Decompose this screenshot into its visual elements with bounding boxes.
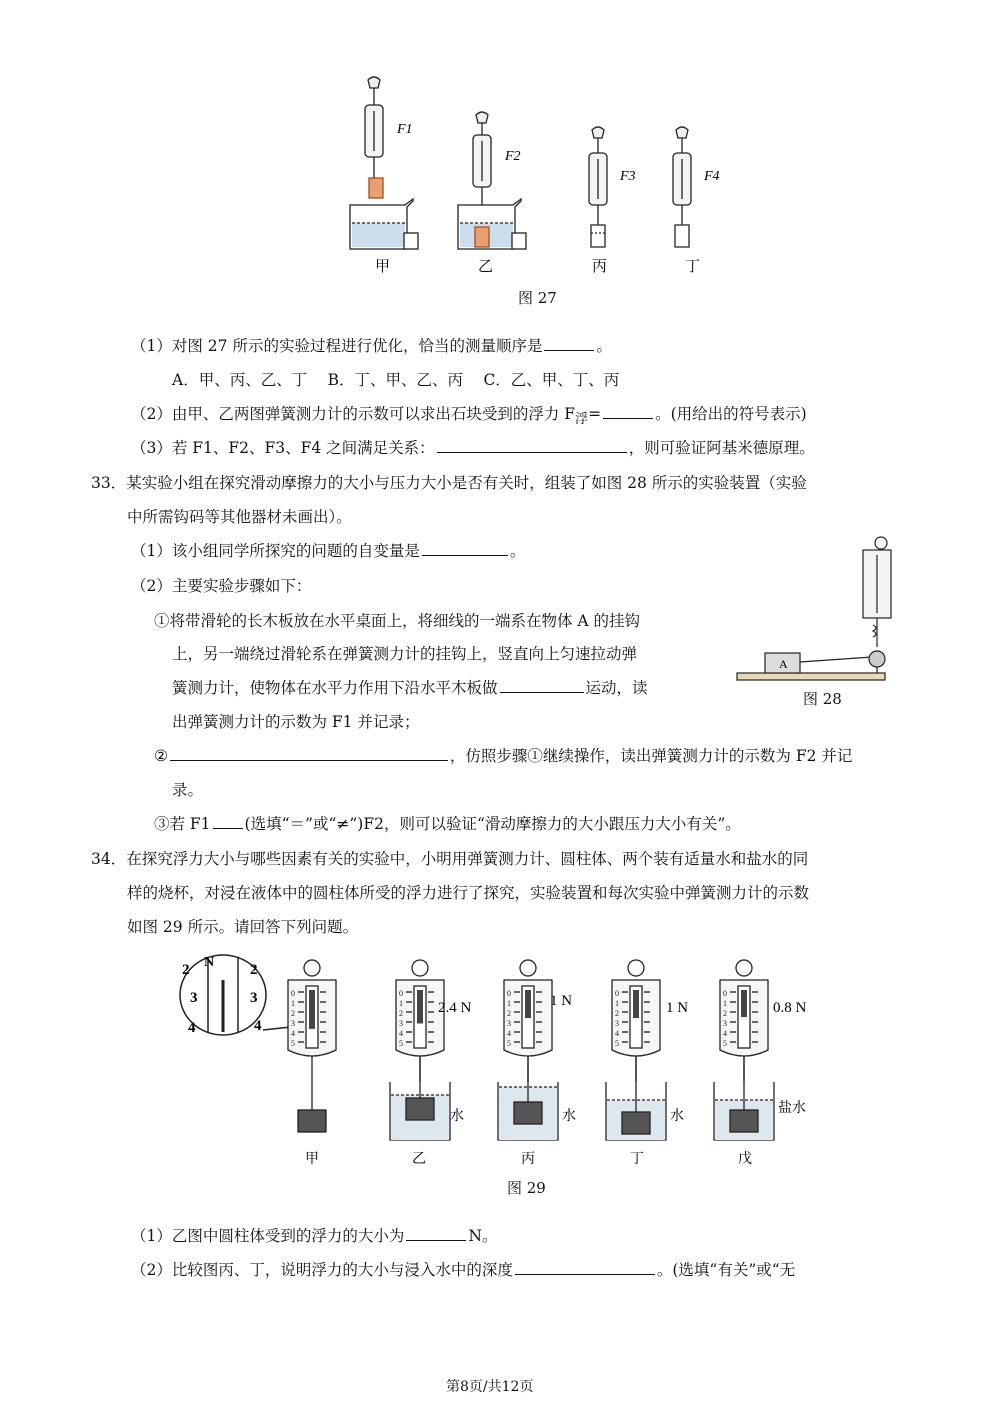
fig29-scale-tick: 4 [615, 1029, 619, 1038]
fig29-liquid-ding: 水 [670, 1109, 684, 1124]
q33-step2-line2: 录。 [172, 781, 204, 799]
fig29-liquid-yi: 水 [450, 1109, 464, 1124]
fig29-scale-tick: 4 [399, 1029, 403, 1038]
fig29-zoom-tick-4: 4 [188, 1020, 196, 1036]
fig29-scale-tick: 2 [399, 1009, 403, 1018]
q32-options: A．甲、丙、乙、丁 B．丁、甲、乙、丙 C．乙、甲、丁、丙 [172, 371, 620, 389]
fig29-reading-wu: 0.8 N [773, 1000, 807, 1016]
q33-blank-4[interactable] [213, 827, 243, 829]
figure-29 [178, 950, 828, 1175]
fig29-scale-tick: 3 [291, 1019, 295, 1028]
q33-step3: ③若 F1 (选填“＝”或“≠”)F2，则可以验证“滑动摩擦力的大小跟压力大小有关”。 [154, 815, 741, 833]
fig29-scale-tick: 2 [615, 1009, 619, 1018]
fig29-scale-tick: 4 [723, 1029, 727, 1038]
q32-blank-3[interactable] [437, 451, 627, 453]
fig27-force-3: F3 [620, 169, 636, 184]
fig29-scale-yi [390, 960, 450, 1140]
fig29-scale-tick: 1 [615, 999, 619, 1008]
fig29-scale-tick: 0 [399, 989, 403, 998]
q34-blank-1[interactable] [406, 1239, 466, 1241]
fig29-zoom-tick-3b: 3 [250, 990, 258, 1006]
q33-blank-3[interactable] [170, 759, 448, 761]
fig29-zoom-tick-2: 2 [182, 962, 190, 978]
q34-intro-2: 样的烧杯，对浸在液体中的圆柱体所受的浮力进行了探究，实验装置和每次实验中弹簧测力计的示数 [127, 884, 810, 902]
fig29-liquid-bing: 水 [562, 1109, 576, 1124]
fig27-label-ding: 丁 [685, 259, 701, 275]
q34-intro-1: 34．在探究浮力大小与哪些因素有关的实验中，小明用弹簧测力计、圆柱体、两个装有适量水和盐水的同 [91, 850, 809, 868]
fig27-setup-yi [458, 112, 526, 249]
fig27-force-1: F1 [397, 122, 413, 137]
fig29-scale-tick: 5 [507, 1039, 511, 1048]
fig27-setup-bing [589, 127, 607, 247]
fig29-zoom-n: N [204, 955, 215, 970]
q34-part2: （2）比较图丙、丁，说明浮力的大小与浸入水中的深度 。(选填“有关”或“无 [131, 1261, 796, 1279]
fig29-zoom-tick-4b: 4 [254, 1018, 262, 1034]
fig29-scale-bing [498, 960, 558, 1140]
fig29-scale-tick: 5 [723, 1039, 727, 1048]
fig29-scale-tick: 4 [291, 1029, 295, 1038]
fig29-scale-tick: 0 [723, 989, 727, 998]
fig29-scale-tick: 5 [399, 1039, 403, 1048]
q34-intro-3: 如图 29 所示。请回答下列问题。 [127, 918, 359, 936]
page-footer: 第8页/共12页 [446, 1379, 534, 1395]
fig29-scale-tick: 2 [291, 1009, 295, 1018]
fig28-caption: 图 28 [803, 690, 842, 708]
fig29-scale-tick: 1 [723, 999, 727, 1008]
fig29-scale-tick: 0 [507, 989, 511, 998]
fig28-label-a: A [779, 657, 788, 671]
fig29-label-yi: 乙 [412, 1152, 426, 1167]
q33-step1-line1: ①将带滑轮的长木板放在水平桌面上，将细线的一端系在物体 A 的挂钩 [154, 612, 641, 630]
q34-part1: （1）乙图中圆柱体受到的浮力的大小为 N。 [131, 1227, 498, 1245]
q33-blank-1[interactable] [422, 554, 508, 556]
fig27-caption: 图 27 [518, 289, 557, 307]
fig29-scale-tick: 5 [615, 1039, 619, 1048]
fig27-label-yi: 乙 [478, 259, 494, 275]
fig29-label-wu: 戊 [738, 1152, 752, 1167]
q33-blank-2[interactable] [500, 691, 584, 693]
fig29-zoom-tick-2b: 2 [250, 962, 258, 978]
fig27-setup-jia [350, 77, 418, 249]
q33-part2: （2）主要实验步骤如下： [131, 577, 312, 595]
fig29-zoom-tick-3: 3 [190, 990, 198, 1006]
q33-step1-line4: 出弹簧测力计的示数为 F1 并记录； [172, 713, 420, 731]
q33-part1: （1）该小组同学所探究的问题的自变量是 。 [131, 542, 526, 560]
fig29-caption: 图 29 [507, 1179, 546, 1197]
fig29-scale-wu [714, 960, 774, 1140]
fig29-scale-tick: 1 [507, 999, 511, 1008]
fig27-label-jia: 甲 [375, 259, 391, 275]
fig27-setup-ding [673, 127, 691, 247]
fig29-scale-tick: 2 [723, 1009, 727, 1018]
fig29-reading-bing: 1 N [550, 993, 573, 1009]
fig29-label-jia: 甲 [305, 1152, 319, 1167]
fig29-scale-tick: 1 [291, 999, 295, 1008]
fig29-scale-tick: 0 [291, 989, 295, 998]
fig29-scale-tick: 3 [723, 1019, 727, 1028]
q33-step1-line2: 上，另一端绕过滑轮系在弹簧测力计的挂钩上，竖直向上匀速拉动弹 [172, 645, 638, 663]
fig29-scale-tick: 3 [615, 1019, 619, 1028]
fig29-scale-tick: 0 [615, 989, 619, 998]
q33-step2: ② ，仿照步骤①继续操作，读出弹簧测力计的示数为 F2 并记 [154, 747, 853, 765]
fig29-scale-tick: 3 [507, 1019, 511, 1028]
figure-28 [735, 535, 895, 685]
figure-27 [340, 75, 730, 285]
q34-blank-2[interactable] [515, 1273, 655, 1275]
fig29-scale-tick: 5 [291, 1039, 295, 1048]
fig29-scale-jia [288, 960, 336, 1132]
fig29-label-ding: 丁 [630, 1152, 644, 1167]
q33-intro-2: 中所需钩码等其他器材未画出）。 [127, 508, 352, 526]
fig29-label-bing: 丙 [521, 1152, 535, 1167]
fig29-scale-ding [606, 960, 666, 1140]
q32-blank-1[interactable] [544, 349, 594, 351]
q32-blank-2[interactable] [603, 417, 653, 419]
fig27-force-2: F2 [505, 149, 521, 164]
fig29-zoom-bubble [180, 955, 300, 1035]
q32-part3: （3）若 F1、F2、F3、F4 之间满足关系： ，则可验证阿基米德原理。 [131, 439, 815, 457]
fig27-force-4: F4 [704, 169, 720, 184]
fig29-liquid-wu: 盐水 [778, 1101, 806, 1116]
q33-intro-1: 33．某实验小组在探究滑动摩擦力的大小与压力大小是否有关时，组装了如图 28 所示的实验装置（实验 [91, 474, 807, 492]
fig27-label-bing: 丙 [592, 259, 608, 275]
fig29-scale-tick: 3 [399, 1019, 403, 1028]
q32-part1: （1）对图 27 所示的实验过程进行优化，恰当的测量顺序是 。 [131, 337, 612, 355]
q33-step1-line3: 簧测力计，使物体在水平力作用下沿水平木板做 运动，读 [172, 679, 648, 697]
fig29-scale-tick: 1 [399, 999, 403, 1008]
fig29-scale-tick: 4 [507, 1029, 511, 1038]
fig29-scale-tick: 2 [507, 1009, 511, 1018]
fig29-reading-ding: 1 N [666, 1000, 689, 1016]
fig29-reading-yi: 2.4 N [438, 1000, 472, 1016]
q32-part2: （2）由甲、乙两图弹簧测力计的示数可以求出石块受到的浮力 $F_浮=$ 。(用给出的符号表示) [131, 405, 807, 428]
